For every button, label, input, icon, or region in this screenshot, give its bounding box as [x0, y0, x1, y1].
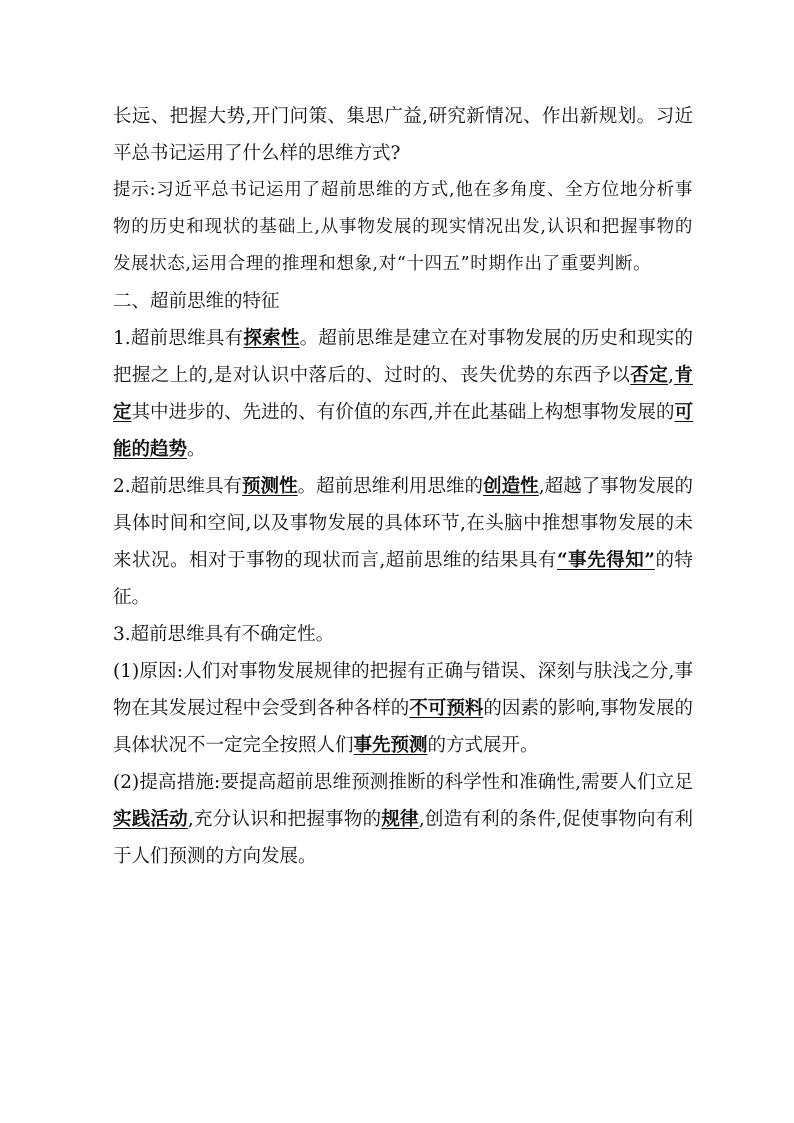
measure-paragraph: [113, 764, 693, 875]
measure-end: ,创造有利的条件,促使事物向有利于人们预测的方向发展。: [113, 809, 693, 867]
section-title: 二、超前思维的特征: [113, 291, 280, 312]
keyword-possible-trend: 可能的趋势: [113, 402, 693, 460]
keyword-affirm: 肯定: [113, 365, 693, 423]
feature-2-prefix: 2.超前思维具有: [113, 476, 242, 497]
question-paragraph: [113, 98, 693, 172]
feature-2-paragraph: [113, 468, 693, 616]
feature-1-end: 。: [187, 439, 206, 460]
keyword-predictive: 预测性: [241, 476, 298, 497]
feature-2-text-a: 。超前思维利用思维的: [297, 476, 484, 497]
reason-end: 的方式展开。: [427, 735, 539, 756]
feature-2-end: 的特征。: [113, 550, 693, 608]
keyword-exploratory: 探索性: [243, 328, 300, 349]
hint-paragraph: [113, 172, 693, 283]
reason-text-a: 的因素的影响,事物发展的具体状况不一定完全按照人们: [113, 698, 693, 756]
feature-1-prefix: 1.超前思维具有: [113, 328, 244, 349]
question-text: 长远、把握大势,开门问策、集思广益,研究新情况、作出新规划。习近平总书记运用了什么样的思维方式?: [113, 106, 693, 164]
keyword-law: 规律: [381, 809, 419, 830]
measure-text-a: ,充分认识和把握事物的: [187, 809, 382, 830]
keyword-prior-prediction: 事先预测: [353, 735, 428, 756]
section-heading: [113, 283, 693, 320]
feature-3-title: 3.超前思维具有不确定性。: [113, 624, 335, 645]
keyword-unpredictable: 不可预料: [409, 698, 484, 719]
reason-paragraph: [113, 653, 693, 764]
hint-text: 提示:习近平总书记运用了超前思维的方式,他在多角度、全方位地分析事物的历史和现状的基础上,从事物发展的现实情况出发,认识和把握事物的发展状态,运用合理的推理和想象,对“十四五”时期作出了重要判断。: [113, 180, 693, 274]
keyword-known-in-advance: “事先得知”: [557, 550, 655, 571]
keyword-creativity: 创造性: [483, 476, 539, 497]
keyword-negate: 否定: [630, 365, 669, 386]
keyword-practice: 实践活动: [113, 809, 188, 830]
feature-1-paragraph: [113, 320, 693, 468]
reason-prefix: (1)原因:人们对事物发展规律的把握有正确与错误、深刻与肤浅之分,事物在其发展过程中会受到各种各样的: [113, 661, 693, 719]
measure-prefix: (2)提高措施:要提高超前思维预测推断的科学性和准确性,需要人们立足: [113, 772, 693, 793]
feature-1-comma: ,: [668, 365, 675, 386]
document-page: [113, 98, 693, 875]
feature-1-text-b: 其中进步的、先进的、有价值的东西,并在此基础上构想事物发展的: [131, 402, 675, 423]
feature-3-heading: [113, 616, 693, 653]
feature-1-text-a: 。超前思维是建立在对事物发展的历史和现实的把握之上的,是对认识中落后的、过时的、丧失优势的东西予以: [113, 328, 693, 386]
feature-2-text-b: ,超越了事物发展的具体时间和空间,以及事物发展的具体环节,在头脑中推想事物发展的未来状况。相对于事物的现状而言,超前思维的结果具有: [113, 476, 693, 571]
